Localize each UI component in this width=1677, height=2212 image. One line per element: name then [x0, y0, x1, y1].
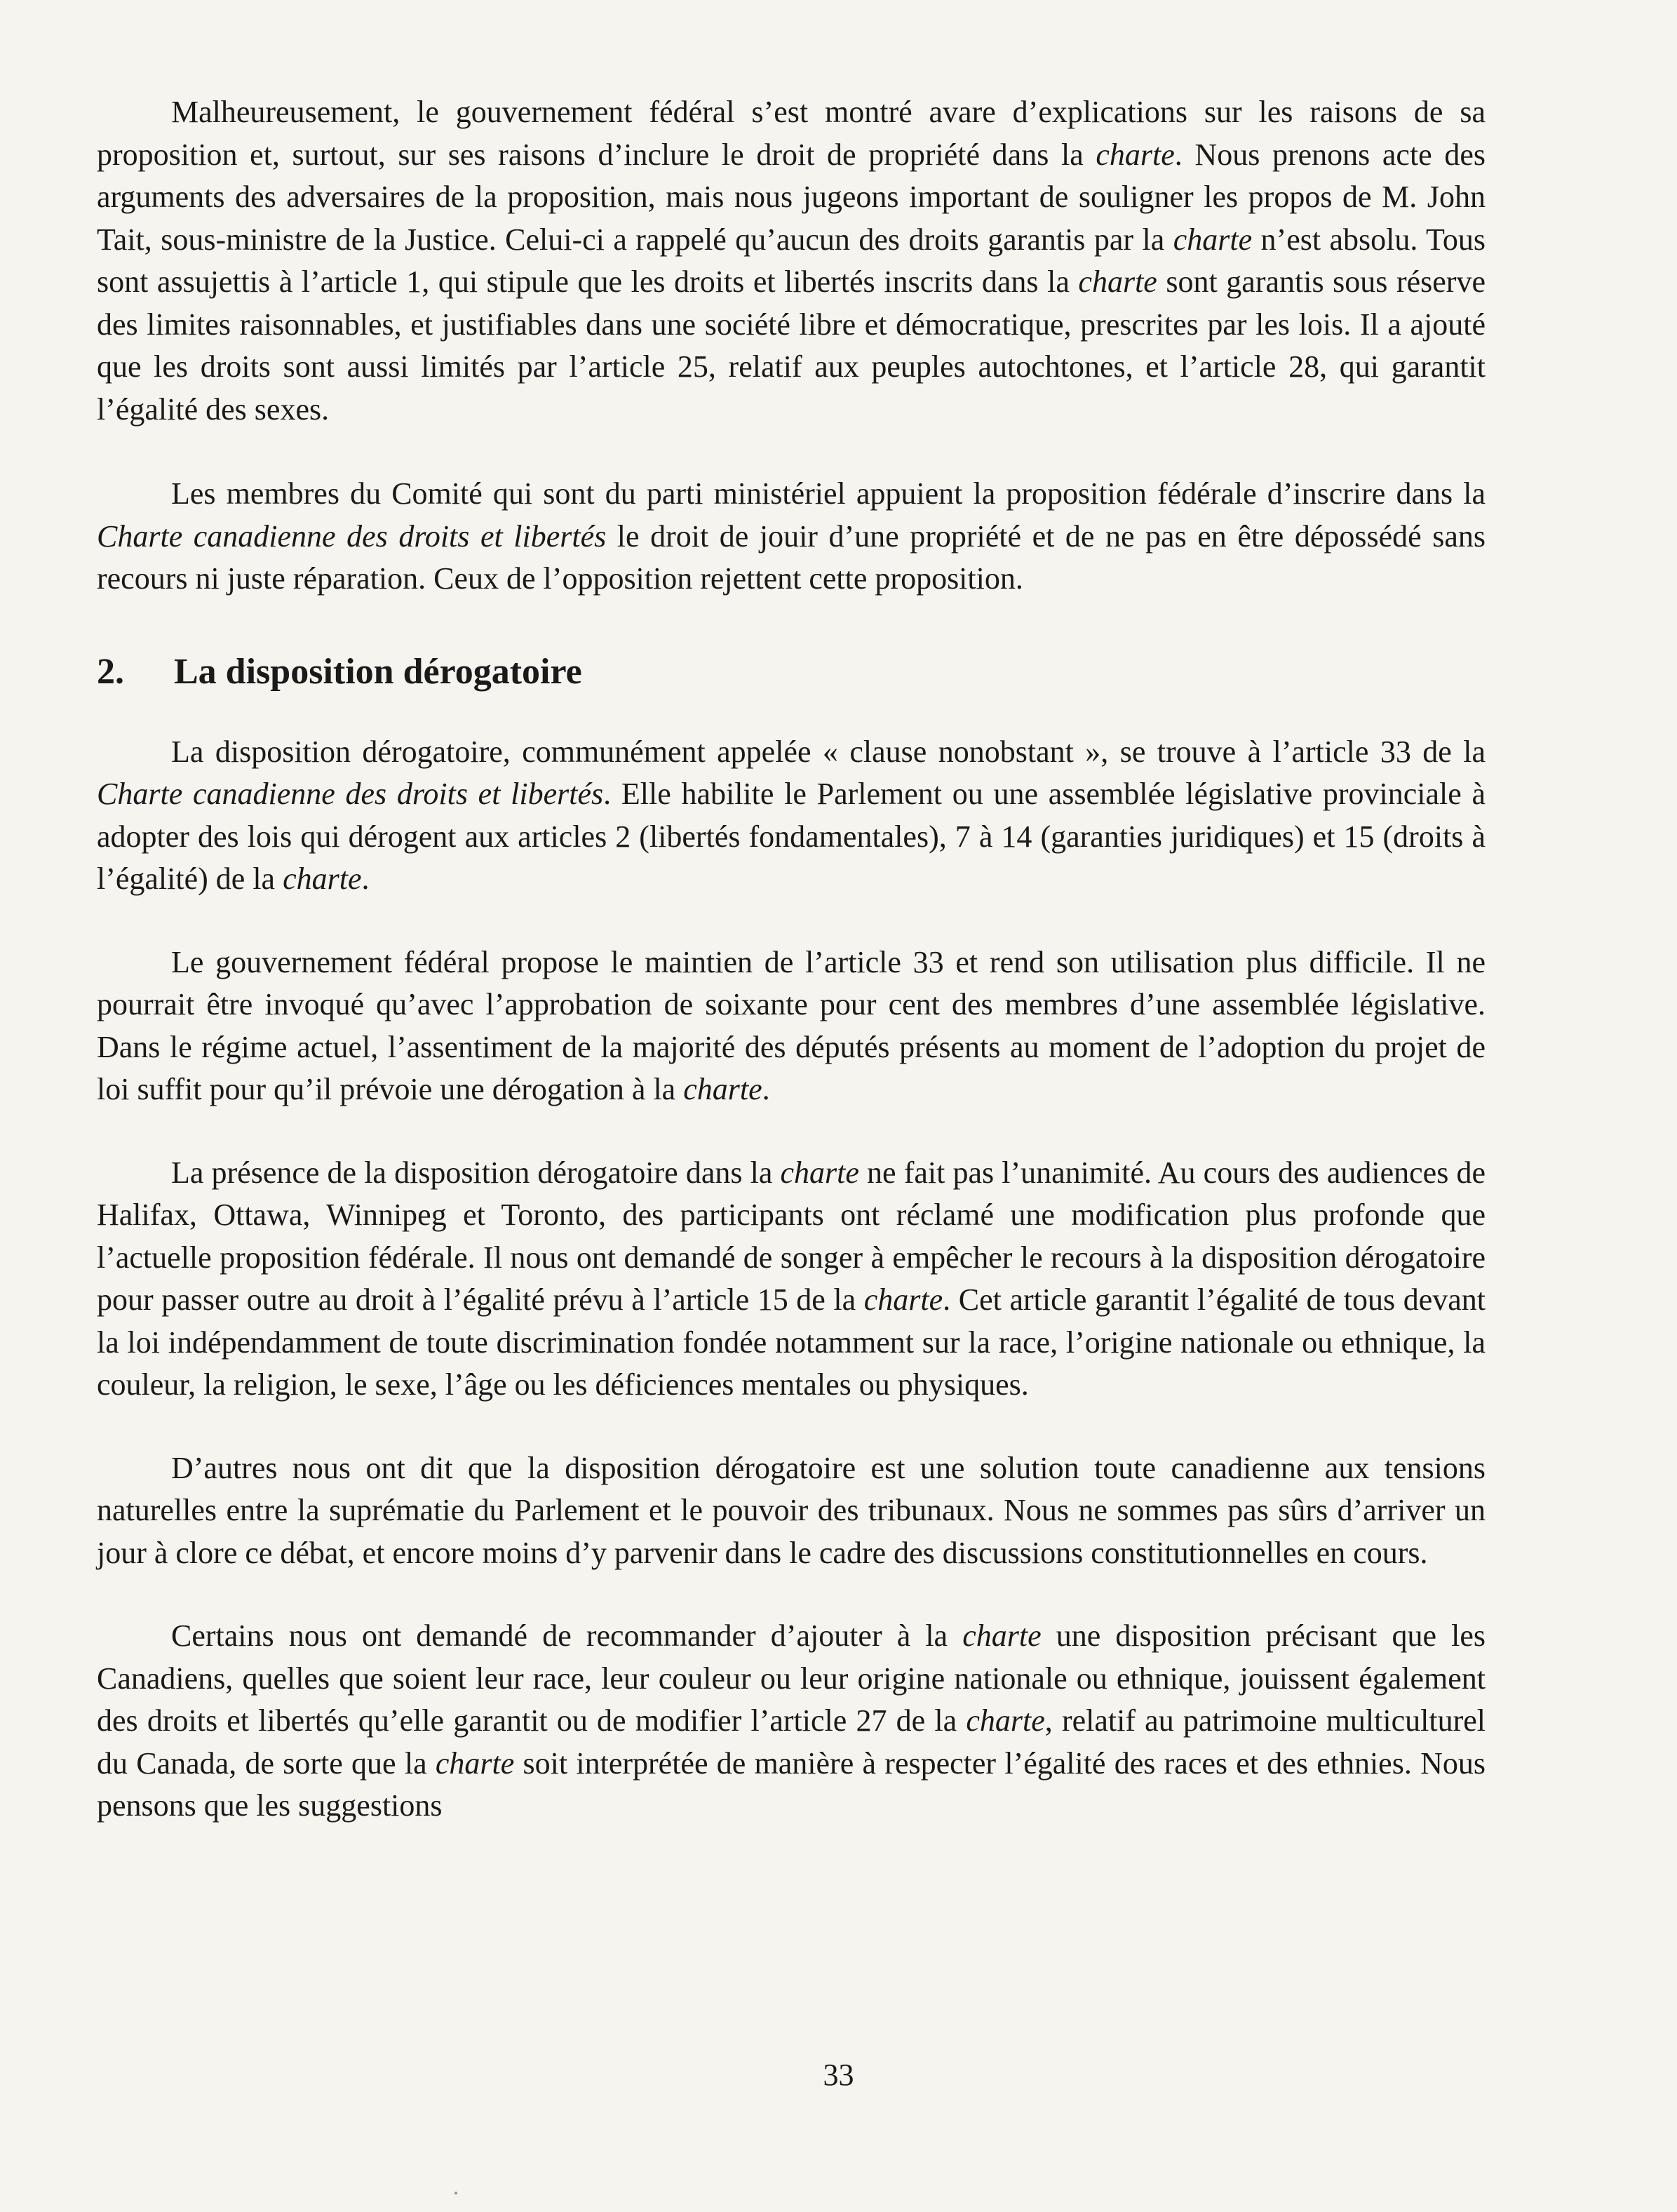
document-page	[97, 91, 1486, 1828]
paragraph-federal-proposal: Le gouvernement fédéral propose le maintien de l’article 33 et rend son utilisation plus difficile. Il ne pourrait être invoqué qu’avec l’approbation de soixante pour cent des membres d’une assemblée législative. Dans le régime actuel, l’assentiment de la majorité des députés présents au moment de l’adoption du projet de loi suffit pour qu’il prévoie une dérogation à la charte.	[97, 944, 1486, 1106]
section-title: La disposition dérogatoire	[174, 651, 582, 692]
page-number: 33	[823, 2058, 854, 2092]
paragraph-no-unanimity: La présence de la disposition dérogatoire dans la charte ne fait pas l’unanimité. Au cours des audiences de Halifax, Ottawa, Winnipeg et Toronto, des participants ont réclamé une modification plus profonde que l’actuelle proposition fédérale. Il nous ont demandé de songer à empêcher le recours à la disposition dérogatoire pour passer outre au droit à l’égalité prévu à l’article 15 de la charte. Cet article garantit l’égalité de tous devant la loi indépendamment de toute discrimination fondée notamment sur la race, l’origine nationale ou ethnique, la couleur, la religion, le sexe, l’âge ou les déficiences mentales ou physiques.	[97, 1155, 1486, 1402]
paragraph-equality-suggestions: Certains nous ont demandé de recommander d’ajouter à la charte une disposition précisant que les Canadiens, quelles que soient leur race, leur couleur ou leur origine nationale ou ethnique, jouissent également des droits et libertés qu’elle garantit ou de modifier l’article 27 de la charte, relatif au patrimoine multiculturel du Canada, de sorte que la charte soit interprétée de manière à respecter l’égalité des races et des ethnies. Nous pensons que les suggestions	[97, 1618, 1486, 1823]
section-heading	[97, 650, 1486, 695]
paper-speck	[454, 2192, 457, 2194]
paragraph-committee-position: Les membres du Comité qui sont du parti ministériel appuient la proposition fédérale d’inscrire dans la Charte canadienne des droits et libertés le droit de jouir d’une propriété et de ne pas en être dépossédé sans recours ni juste réparation. Ceux de l’opposition rejettent cette proposition.	[97, 476, 1486, 596]
section-number: 2.	[97, 651, 124, 692]
paragraph-property-rights-explanation: Malheureusement, le gouvernement fédéral s’est montré avare d’explications sur les raisons de sa proposition et, surtout, sur ses raisons d’inclure le droit de propriété dans la charte. Nous prenons acte des arguments des adversaires de la proposition, mais nous jugeons important de souligner les propos de M. John Tait, sous-ministre de la Justice. Celui-ci a rappelé qu’aucun des droits garantis par la charte n’est absolu. Tous sont assujettis à l’article 1, qui stipule que les droits et libertés inscrits dans la charte sont garantis sous réserve des limites raisonnables, et justifiables dans une société libre et démocratique, prescrites par les lois. Il a ajouté que les droits sont aussi limités par l’article 25, relatif aux peuples autochtones, et l’article 28, qui garantit l’égalité des sexes.	[97, 95, 1486, 427]
paragraph-notwithstanding-definition: La disposition dérogatoire, communément appelée « clause nonobstant », se trouve à l’article 33 de la Charte canadienne des droits et libertés. Elle habilite le Parlement ou une assemblée législative provinciale à adopter des lois qui dérogent aux articles 2 (libertés fondamentales), 7 à 14 (garanties juridiques) et 15 (droits à l’égalité) de la charte.	[97, 734, 1486, 896]
paragraph-canadian-solution: D’autres nous ont dit que la disposition dérogatoire est une solution toute canadienne aux tensions naturelles entre la suprématie du Parlement et le pouvoir des tribunaux. Nous ne sommes pas sûrs d’arriver un jour à clore ce débat, et encore moins d’y parvenir dans le cadre des discussions constitutionnelles en cours.	[97, 1450, 1486, 1570]
